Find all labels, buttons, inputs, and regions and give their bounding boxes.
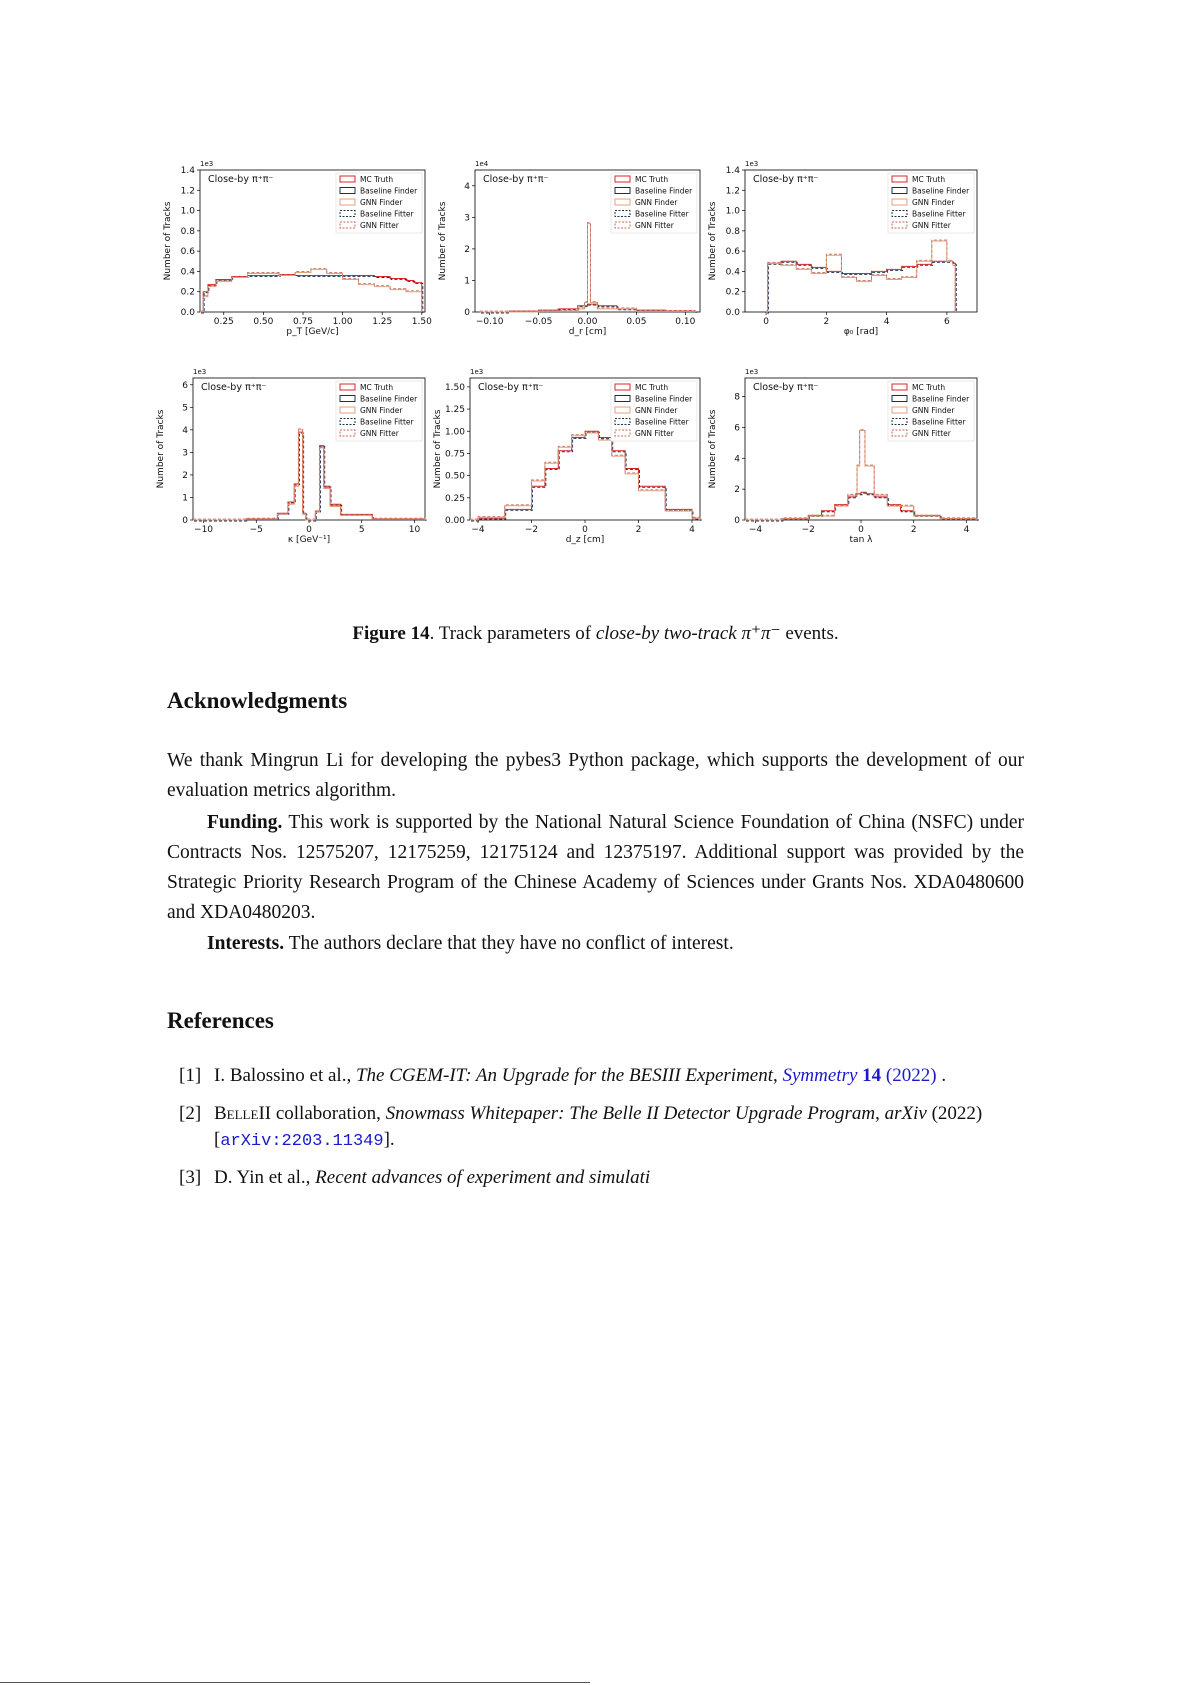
x-tick-label: 1.00 (332, 317, 353, 327)
series-baseline-fitter (201, 275, 423, 313)
y-tick-label: 1.00 (444, 427, 465, 438)
chart-panel-5 (433, 368, 701, 545)
legend-label: Baseline Finder (912, 186, 970, 196)
y-tick-label: 1 (464, 276, 470, 287)
series-gnn-fitter (480, 223, 695, 311)
x-tick-label: −0.10 (475, 317, 504, 327)
y-tick-label: 6 (734, 423, 740, 434)
x-tick-label: 0.10 (675, 317, 696, 327)
x-tick-label: −2 (801, 525, 815, 535)
legend-label: GNN Fitter (360, 429, 399, 438)
y-tick-label: 4 (464, 181, 470, 192)
x-tick-label: 4 (689, 525, 695, 535)
x-tick-label: −2 (524, 525, 539, 535)
x-tick-label: 2 (910, 525, 917, 535)
caption-pre: Track parameters of (438, 623, 596, 644)
legend (888, 173, 974, 233)
y-tick-label: 1 (182, 493, 188, 504)
caption-italic: close-by two-track (595, 623, 737, 644)
panel-title: Close-by π⁺π⁻ (201, 382, 267, 393)
y-axis-label: Number of Tracks (708, 409, 718, 489)
legend-label: Baseline Fitter (360, 209, 414, 219)
x-tick-label: 2 (823, 317, 830, 327)
legend-label: Baseline Fitter (360, 417, 414, 427)
y-tick-label: 4 (734, 454, 740, 465)
y-tick-label: 0.4 (180, 267, 195, 278)
series-gnn-fitter (193, 429, 425, 519)
x-tick-label: −4 (748, 525, 763, 535)
reference-3 (167, 1165, 1024, 1191)
series-gnn-finder (766, 241, 955, 312)
panel-title: Close-by π⁺π⁻ (753, 174, 819, 185)
x-tick-label: 0 (306, 525, 312, 535)
y-tick-label: 0.50 (444, 471, 465, 482)
x-tick-label: 0 (582, 525, 588, 535)
interests-text: The authors declare that they have no conflict of interest. (284, 933, 734, 954)
series-gnn-fitter (745, 429, 977, 519)
legend-label: MC Truth (912, 175, 946, 184)
series-gnn-fitter (200, 268, 422, 311)
y-multiplier: 1e3 (470, 368, 484, 376)
y-axis-label: Number of Tracks (708, 201, 718, 281)
interests-paragraph (167, 929, 1024, 959)
reference-number: [1] (179, 1065, 202, 1086)
legend (888, 381, 974, 441)
y-tick-label: 1.0 (725, 206, 740, 217)
y-axis-label: Number of Tracks (163, 201, 173, 281)
legend (611, 381, 697, 441)
funding-paragraph (167, 808, 1024, 928)
legend-label: GNN Fitter (635, 429, 674, 438)
y-tick-label: 0 (734, 516, 740, 526)
x-tick-label: 5 (358, 525, 365, 535)
y-axis-label: Number of Tracks (156, 409, 166, 489)
y-tick-label: 0.8 (180, 226, 195, 237)
legend-label: GNN Fitter (635, 221, 674, 230)
reference-1: [1] I. Balossino et al., The CGEM-IT: An Upgrade for the BESIII Experiment, Symmetry 14 (2022) . (167, 1063, 1024, 1089)
legend (336, 173, 422, 233)
caption-label: Figure 14 (352, 623, 430, 644)
y-tick-label: 1.0 (180, 206, 195, 217)
legend-label: GNN Fitter (360, 221, 399, 230)
legend-label: Baseline Fitter (912, 209, 966, 219)
y-tick-label: 0.2 (725, 287, 740, 298)
figure-caption: Figure 14. Track parameters of close-by two-track π⁺π⁻ events. (352, 623, 839, 644)
series-mc-truth (200, 274, 422, 312)
series-mc-truth (745, 492, 977, 520)
y-tick-label: 6 (182, 380, 188, 391)
x-tick-label: 1.25 (372, 317, 393, 327)
y-tick-label: 0.0 (180, 308, 195, 318)
x-tick-label: −5 (249, 525, 263, 535)
legend-label: MC Truth (912, 383, 946, 392)
y-tick-label: 2 (464, 244, 470, 255)
legend-label: Baseline Fitter (635, 209, 689, 219)
y-tick-label: 0.75 (444, 449, 465, 460)
y-tick-label: 5 (182, 403, 188, 414)
series-baseline-fitter (471, 432, 701, 521)
x-axis-label: p_T [GeV/c] (286, 327, 339, 337)
y-axis-label: Number of Tracks (433, 409, 443, 489)
x-tick-label: 0.75 (292, 317, 314, 327)
x-tick-label: 4 (963, 525, 970, 535)
legend-label: Baseline Finder (912, 394, 970, 404)
reference-collab: Belle (214, 1103, 259, 1124)
legend-label: MC Truth (360, 383, 394, 392)
y-tick-label: 0.4 (725, 267, 740, 278)
funding-label: Funding. (207, 812, 283, 833)
legend-label: Baseline Finder (635, 394, 693, 404)
y-tick-label: 1.50 (444, 382, 465, 393)
series-baseline-fitter (746, 493, 978, 521)
legend-label: MC Truth (360, 175, 394, 184)
arxiv-link[interactable]: arXiv:2203.11349 (220, 1132, 384, 1151)
y-tick-label: 0 (464, 308, 470, 318)
y-multiplier: 1e3 (193, 368, 207, 376)
x-tick-label: 6 (944, 317, 950, 327)
reference-title: Recent advances of experiment and simulati (315, 1167, 651, 1188)
legend (611, 173, 697, 233)
references-heading: References (167, 1008, 274, 1033)
panel-title: Close-by π⁺π⁻ (483, 174, 549, 185)
legend-label: GNN Finder (635, 406, 678, 415)
figure-14-grid (150, 160, 1010, 588)
legend-label: GNN Finder (360, 198, 403, 207)
reference-number: [3] (179, 1167, 202, 1188)
series-baseline-fitter (767, 262, 956, 313)
series-mc-truth (766, 261, 955, 312)
x-tick-label: 0 (858, 525, 864, 535)
x-tick-label: 10 (408, 525, 421, 535)
series-gnn-fitter (470, 432, 700, 519)
y-axis-label: Number of Tracks (438, 201, 448, 281)
x-axis-label: κ [GeV⁻¹] (287, 535, 331, 545)
y-tick-label: 0.8 (725, 226, 740, 237)
legend-label: GNN Finder (635, 198, 678, 207)
x-tick-label: 0.05 (626, 317, 647, 327)
y-tick-label: 2 (734, 485, 740, 496)
caption-post: events. (780, 623, 839, 644)
x-tick-label: 1.50 (411, 317, 432, 327)
x-axis-label: tan λ (849, 535, 873, 545)
legend-label: MC Truth (635, 175, 669, 184)
y-tick-label: 0.0 (725, 308, 740, 318)
y-tick-label: 4 (182, 425, 188, 436)
y-multiplier: 1e3 (745, 160, 759, 168)
legend-label: Baseline Fitter (635, 417, 689, 427)
y-tick-label: 0.2 (180, 287, 195, 298)
series-mc-truth (193, 432, 425, 520)
y-tick-label: 1.4 (180, 166, 195, 176)
legend-label: GNN Finder (912, 406, 955, 415)
chart-panel-3 (708, 160, 977, 337)
legend-label: GNN Finder (360, 406, 403, 415)
legend (336, 381, 422, 441)
reference-title: The CGEM-IT: An Upgrade for the BESIII Experiment (355, 1065, 773, 1086)
y-tick-label: 2 (182, 470, 188, 481)
reference-number: [2] (179, 1103, 202, 1124)
x-tick-label: −4 (471, 525, 485, 535)
panel-title: Close-by π⁺π⁻ (753, 382, 819, 393)
y-multiplier: 1e3 (745, 368, 759, 376)
x-tick-label: −10 (194, 525, 214, 535)
legend-label: Baseline Finder (635, 186, 693, 196)
legend-label: Baseline Fitter (912, 417, 966, 427)
y-tick-label: 3 (464, 213, 470, 224)
x-tick-label: 0.00 (577, 317, 598, 327)
series-gnn-fitter (766, 240, 955, 311)
chart-panel-6 (708, 368, 978, 545)
x-axis-label: d_z [cm] (565, 535, 605, 545)
x-tick-label: 4 (883, 317, 890, 327)
interests-label: Interests. (207, 933, 285, 954)
x-tick-label: 0 (763, 317, 769, 327)
x-tick-label: −0.05 (524, 317, 553, 327)
y-tick-label: 1.2 (180, 186, 195, 197)
y-multiplier: 1e3 (200, 160, 214, 168)
reference-authors: I. Balossino et al., (214, 1065, 356, 1086)
reference-journal-link[interactable]: Symmetry 14 (2022) (782, 1065, 937, 1086)
x-tick-label: 2 (635, 525, 642, 535)
acknowledgments-paragraph: We thank Mingrun Li for developing the pybes3 Python package, which supports the development of our evaluation metrics algorithm. (167, 750, 1024, 801)
y-tick-label: 1.25 (444, 405, 465, 416)
footer-rule (0, 1682, 590, 1683)
reference-authors: D. Yin et al., (214, 1167, 316, 1188)
legend-label: GNN Fitter (912, 429, 951, 438)
x-axis-label: d_r [cm] (568, 327, 607, 337)
y-tick-label: 0 (182, 516, 188, 526)
funding-text: This work is supported by the National Natural Science Foundation of China (NSFC) under Contracts Nos. 12575207, 12175259, 12175124 and 12375197. Additional support was provided by the Strategic Priority Research Program of the Chinese Academy of Sciences under Grants Nos. XDA0480600 and XDA0480203. (167, 812, 1024, 923)
y-tick-label: 0.25 (444, 493, 465, 504)
caption-math: π⁺π⁻ (741, 623, 781, 644)
y-multiplier: 1e4 (475, 160, 489, 168)
legend-label: GNN Finder (912, 198, 955, 207)
panel-title: Close-by π⁺π⁻ (208, 174, 274, 185)
y-tick-label: 3 (182, 448, 188, 459)
y-tick-label: 0.00 (444, 516, 465, 526)
x-axis-label: φ₀ [rad] (843, 327, 879, 337)
x-tick-label: 0.25 (213, 317, 234, 327)
series-gnn-finder (745, 430, 977, 520)
chart-panel-2 (438, 160, 700, 337)
acknowledgments-heading: Acknowledgments (167, 688, 348, 713)
series-gnn-finder (193, 430, 425, 520)
series-baseline-fitter (194, 433, 426, 521)
y-tick-label: 0.6 (180, 247, 195, 258)
x-tick-label: 0.50 (253, 317, 274, 327)
reference-title: Snowmass Whitepaper: The Belle II Detector Upgrade Program (385, 1103, 876, 1124)
reference-2: [2] BelleII collaboration, Snowmass Whitepaper: The Belle II Detector Upgrade Program, arXiv (2022) [arXiv:2203.11349]. (179, 1103, 983, 1151)
legend-label: MC Truth (635, 383, 669, 392)
y-tick-label: 8 (734, 392, 740, 403)
panel-title: Close-by π⁺π⁻ (478, 382, 544, 393)
legend-label: GNN Fitter (912, 221, 951, 230)
y-tick-label: 0.6 (725, 247, 740, 258)
chart-panel-4 (156, 368, 426, 545)
chart-panel-1 (163, 160, 432, 337)
y-tick-label: 1.4 (725, 166, 740, 176)
y-tick-label: 1.2 (725, 186, 740, 197)
legend-label: Baseline Finder (360, 186, 418, 196)
legend-label: Baseline Finder (360, 394, 418, 404)
